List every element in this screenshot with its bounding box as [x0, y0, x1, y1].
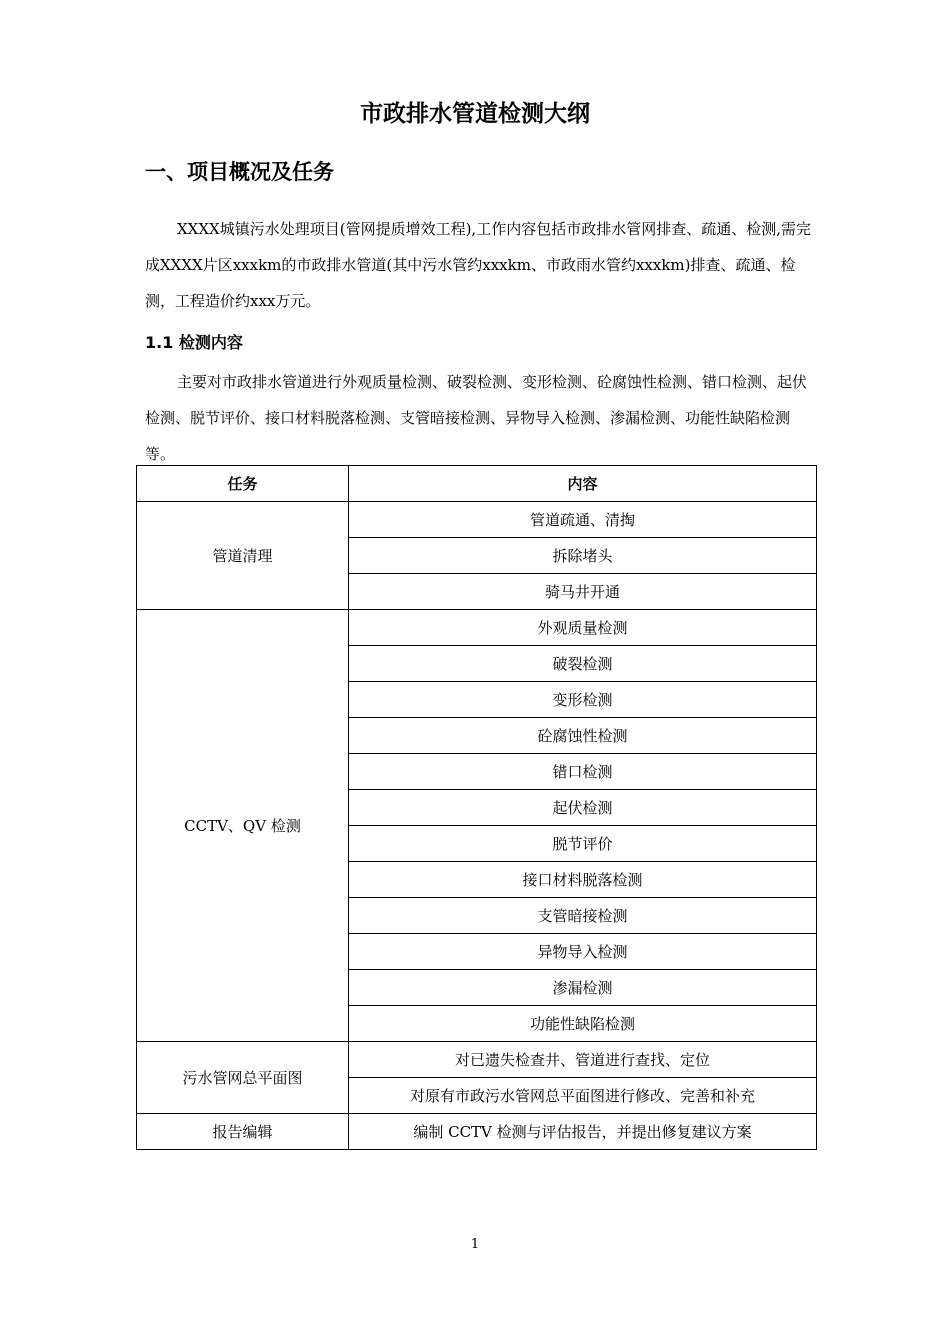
section-heading: 一、项目概况及任务	[145, 160, 334, 184]
subsection-heading: 1.1 检测内容	[145, 333, 243, 352]
task-table	[136, 465, 817, 1150]
content-cell: 渗漏检测	[349, 970, 817, 1006]
content-cell: 脱节评价	[349, 826, 817, 862]
table-header-row	[137, 466, 817, 502]
overview-paragraph: XXXX城镇污水处理项目(管网提质增效工程),工作内容包括市政排水管网排查、疏通、检测,需完成XXXX片区xxxkm的市政排水管道(其中污水管约xxxkm、市政雨水管约xxxkm)排查、疏通、检测，工程造价约xxx万元。	[145, 220, 811, 310]
table-body	[137, 502, 817, 1150]
header-content: 内容	[349, 466, 817, 502]
content-cell: 外观质量检测	[349, 610, 817, 646]
content-cell: 破裂检测	[349, 646, 817, 682]
content-cell: 变形检测	[349, 682, 817, 718]
content-cell: 起伏检测	[349, 790, 817, 826]
page-title: 市政排水管道检测大纲	[360, 101, 590, 127]
table-row	[137, 502, 817, 538]
content-cell: 支管暗接检测	[349, 898, 817, 934]
content-cell: 功能性缺陷检测	[349, 1006, 817, 1042]
content-cell: 管道疏通、清掏	[349, 502, 817, 538]
page-number: 1	[470, 1237, 480, 1252]
task-cell: 报告编辑	[137, 1114, 349, 1150]
content-cell: 骑马井开通	[349, 574, 817, 610]
content-cell: 对原有市政污水管网总平面图进行修改、完善和补充	[349, 1078, 817, 1114]
content-cell: 编制 CCTV 检测与评估报告，并提出修复建议方案	[349, 1114, 817, 1150]
content-cell: 对已遗失检查井、管道进行查找、定位	[349, 1042, 817, 1078]
content-cell: 异物导入检测	[349, 934, 817, 970]
task-cell: 管道清理	[137, 502, 349, 610]
inspection-content-paragraph: 主要对市政排水管道进行外观质量检测、破裂检测、变形检测、砼腐蚀性检测、错口检测、起伏检测、脱节评价、接口材料脱落检测、支管暗接检测、异物导入检测、渗漏检测、功能性缺陷检测等。	[145, 373, 808, 463]
content-cell: 拆除堵头	[349, 538, 817, 574]
header-task: 任务	[137, 466, 349, 502]
table-row	[137, 1042, 817, 1078]
task-cell: 污水管网总平面图	[137, 1042, 349, 1114]
table-row	[137, 610, 817, 646]
task-cell: CCTV、QV 检测	[137, 610, 349, 1042]
table-row	[137, 1114, 817, 1150]
content-cell: 接口材料脱落检测	[349, 862, 817, 898]
content-cell: 砼腐蚀性检测	[349, 718, 817, 754]
content-cell: 错口检测	[349, 754, 817, 790]
